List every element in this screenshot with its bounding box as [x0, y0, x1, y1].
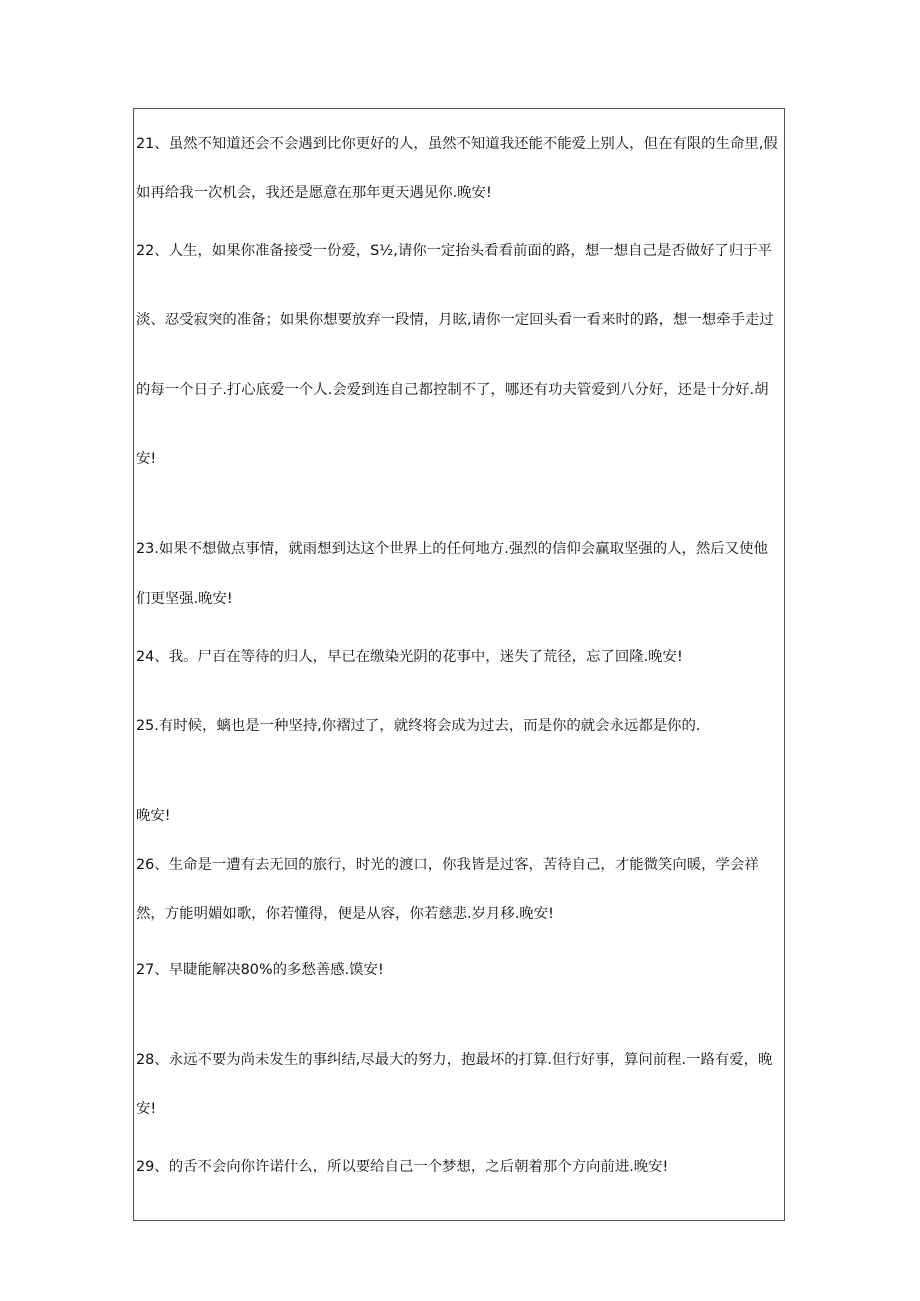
text-line: 晚安! — [136, 808, 171, 824]
text-line: 然，方能明媚如歌，你若懂得，便是从容，你若慈悲.岁月移.晚安! — [136, 906, 554, 922]
text-line: 淡、忍受寂突的准备；如果你想要放弃一段情，月眩,请你一定回头看一看来时的路，想一想牵手走过 — [136, 312, 774, 328]
text-line: 28、永远不要为尚未发生的事纠结,尽最大的努力，抱最坏的打算.但行好事，算问前程.一路有爱，晚 — [136, 1052, 773, 1068]
text-line: 27、早睫能解决80%的多愁善感.馍安! — [136, 962, 384, 978]
text-line: 21、虽然不知道还会不会遇到比你更好的人，虽然不知道我还能不能爱上别人，但在有限的生命里,假 — [136, 136, 778, 152]
text-line: 安! — [136, 1101, 157, 1117]
text-line: 24、我。尸百在等待的归人，早已在缴染光阴的花事中，迷失了荒径，忘了回隆.晚安! — [136, 649, 683, 665]
text-line: 们更坚强.晚安! — [136, 591, 233, 607]
text-line: 29、的舌不会向你许诺什么，所以要给自己一个梦想，之后朝着那个方向前进.晚安! — [136, 1159, 669, 1175]
text-line: 25.有时候，螭也是一种坚持,你褶过了，就终将会成为过去，而是你的就会永远都是你的. — [136, 718, 701, 734]
text-line: 22、人生，如果你准备接受一份爱，S½,请你一定抬头看看前面的路，想一想自己是否做好了归于平 — [136, 243, 772, 259]
text-line: 的每一个日子.打心底爱一个人.会爱到连自己都控制不了，哪还有功夫管爱到八分好，还是十分好.胡 — [136, 382, 769, 398]
text-line: 26、生命是一遭有去无回的旅行，时光的渡口，你我皆是过客，苦待自己，才能微笑向暖，学会祥 — [136, 857, 759, 873]
text-line: 如再给我一次机会，我还是愿意在那年更天遇见你.晚安! — [136, 185, 492, 201]
text-line: 23.如果不想做点事情，就雨想到达这个世界上的任何地方.强烈的信仰会赢取坚强的人，然后又使他 — [136, 541, 768, 557]
text-line: 安! — [136, 451, 157, 467]
